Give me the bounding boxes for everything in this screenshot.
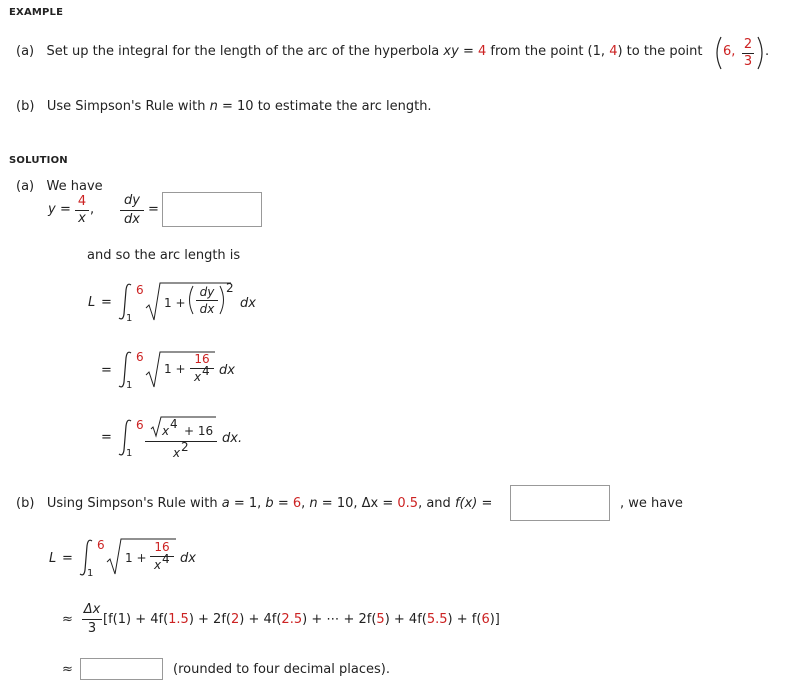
num-16: 16 [194, 352, 210, 366]
eq-var: xy [443, 44, 459, 59]
fx: f(x) [454, 496, 478, 511]
simpson-term: 5.5 [426, 612, 448, 627]
dydx-eq: = [148, 202, 159, 217]
y-eq: = [60, 202, 71, 217]
dy-label: dy [124, 193, 140, 208]
problem-b [16, 99, 432, 114]
eq-sign: = [462, 44, 474, 59]
approx-2: ≈ [62, 662, 73, 677]
y-var: y [48, 202, 56, 217]
rad-x: x [162, 424, 170, 438]
fraction-bar [82, 619, 102, 620]
lower-limit: 1 [87, 568, 94, 579]
fraction-bar [196, 300, 218, 301]
and-f: , and [418, 496, 451, 511]
problem-b-rest: = 10 to estimate the arc length. [222, 99, 432, 114]
one-plus: 1 + [164, 362, 186, 376]
upper-limit: 6 [97, 538, 105, 552]
dy-inner: dy [199, 285, 215, 299]
b-val: 6 [292, 496, 302, 511]
problem-b-text: Use Simpson's Rule with [46, 99, 206, 114]
simpson-term: 5 [376, 612, 385, 627]
dx-inner: dx [199, 302, 215, 316]
final-answer-input[interactable] [80, 658, 163, 680]
problem-a [16, 44, 702, 59]
solution-b-label: (b) [16, 496, 35, 511]
lower-limit: 1 [126, 313, 133, 324]
simpson-term: ) + ⋯ + 2f( [302, 612, 377, 627]
problem-a-text: Set up the integral for the length of the arc of the hyperbola [46, 44, 440, 59]
point1-y: 4 [609, 44, 618, 59]
num-16: 16 [154, 540, 170, 554]
fx-eq: = [481, 496, 493, 511]
fx-answer-input[interactable] [510, 485, 610, 521]
den-x: x [194, 370, 202, 384]
den-pow4: 4 [162, 552, 170, 566]
n-var: n [309, 496, 318, 511]
rad-pow4: 4 [170, 417, 178, 431]
simpson-term: 2 [230, 612, 240, 627]
problem-b-n: n [209, 99, 218, 114]
eq-2: = [101, 363, 112, 378]
rad-plus16: + 16 [184, 424, 214, 438]
problem-a-label: (a) [16, 44, 35, 59]
dx-label: dx [124, 212, 140, 227]
dx-val: 0.5 [397, 496, 419, 511]
solution-heading: SOLUTION [9, 155, 68, 166]
delta-x: Δx [83, 602, 101, 617]
simpson-term: 6 [481, 612, 490, 627]
simpson-term: [f(1) + 4f( [103, 612, 169, 627]
point2-den: 3 [743, 54, 753, 69]
solution-b-text: Using Simpson's Rule with [46, 496, 218, 511]
eq-value: 4 [478, 44, 487, 59]
b-eq: = [277, 496, 289, 511]
a-var: a [221, 496, 230, 511]
L-eq-2: = [62, 551, 73, 566]
we-have-2: , we have [620, 496, 683, 511]
left-paren-icon [713, 36, 723, 70]
upper-limit: 6 [136, 350, 144, 364]
solution-b-intro: (b) Using Simpson's Rule with a = 1, b = 6, n = 10, Δx = 0.5, and f(x) = [16, 496, 493, 511]
simpson-term: ) + f( [447, 612, 482, 627]
we-have: We have [46, 179, 103, 194]
upper-limit: 6 [136, 283, 144, 297]
y-den: x [78, 211, 86, 226]
left-paren-icon [186, 285, 194, 315]
point2-x: 6, [723, 44, 736, 59]
simpson-term: 1.5 [168, 612, 189, 627]
L-var-2: L [49, 551, 57, 566]
arc-length-text: and so the arc length is [87, 248, 241, 263]
b-var: b [265, 496, 274, 511]
eq-3: = [101, 430, 112, 445]
to-text: ) to the point [617, 44, 703, 59]
simpson-term: )] [489, 612, 500, 627]
simpson-sum [103, 612, 500, 627]
dx-tail-2: dx [219, 363, 235, 378]
comma: , [90, 202, 95, 217]
solution-a-label: (a) [16, 179, 35, 194]
solution-a-intro [16, 179, 103, 194]
approx-1: ≈ [62, 612, 73, 627]
lower-limit: 1 [126, 380, 133, 391]
one-plus: 1 + [125, 551, 147, 565]
simpson-term: 2.5 [281, 612, 303, 627]
den-x2: x [173, 446, 181, 460]
a-val: = 1, [233, 496, 262, 511]
example-heading: EXAMPLE [9, 7, 64, 18]
one-plus: 1 + [164, 296, 186, 310]
upper-limit: 6 [136, 418, 144, 432]
den-x: x [154, 558, 162, 572]
den-pow2: 2 [181, 440, 189, 454]
dx-tail-1: dx [240, 296, 256, 311]
from-text: from the point (1, [490, 44, 606, 59]
fraction-bar [120, 210, 144, 211]
square-exp: 2 [226, 281, 234, 295]
dydx-answer-input[interactable] [162, 192, 262, 227]
end-period: . [765, 44, 770, 59]
dx-tail-3: dx [180, 551, 196, 566]
lower-limit: 1 [126, 448, 133, 459]
rounded-text: (rounded to four decimal places). [173, 662, 390, 677]
L-var: L [88, 295, 96, 310]
three: 3 [87, 621, 97, 636]
den-pow4: 4 [202, 364, 210, 378]
simpson-term: ) + 2f( [188, 612, 231, 627]
point2-num: 2 [743, 37, 753, 52]
dx-period: dx. [222, 431, 243, 446]
L-eq: = [101, 295, 112, 310]
simpson-term: ) + 4f( [384, 612, 427, 627]
y-num: 4 [77, 194, 87, 209]
simpson-term: ) + 4f( [239, 612, 282, 627]
problem-b-label: (b) [16, 99, 35, 114]
n-val: = 10, Δx = [321, 496, 394, 511]
